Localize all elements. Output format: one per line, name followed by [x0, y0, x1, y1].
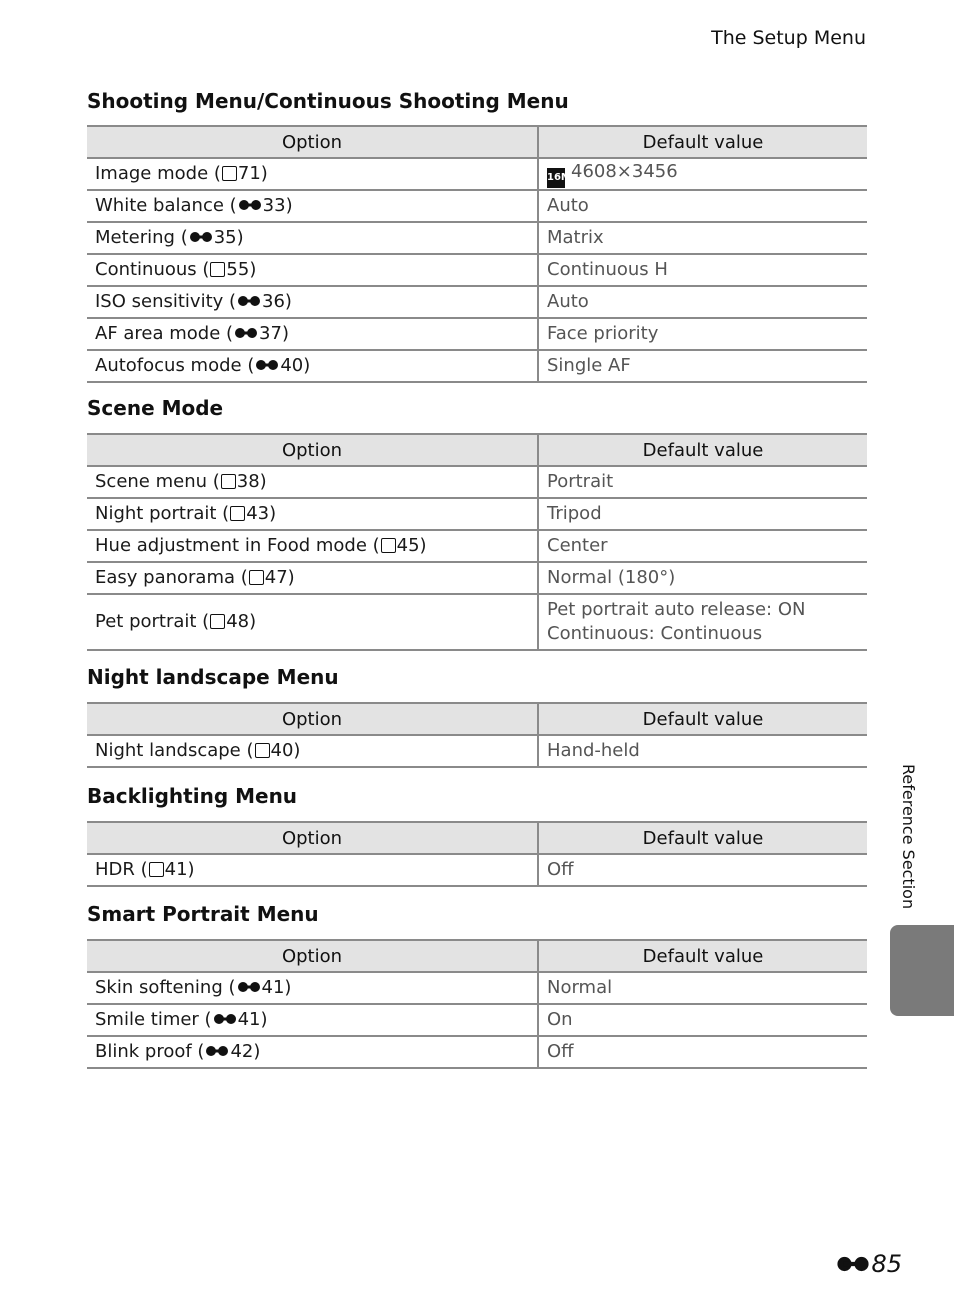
default-value: Continuous H: [547, 259, 668, 280]
section-shooting-menu: [87, 86, 867, 383]
ref-page: 42): [230, 1041, 261, 1062]
option-label: Scene menu (: [95, 471, 220, 492]
option-label: Blink proof (: [95, 1041, 205, 1062]
default-value: Off: [547, 859, 574, 880]
section-title: Night landscape Menu: [87, 665, 339, 689]
default-value: Auto: [547, 195, 589, 216]
e-reference-icon: [836, 1254, 870, 1274]
ref-page: 48): [226, 611, 257, 632]
option-label: Autofocus mode (: [95, 355, 255, 376]
ref-page: 47): [264, 567, 295, 588]
section-scene-mode: [87, 393, 867, 651]
option-label: HDR (: [95, 859, 148, 880]
table-row: [87, 562, 867, 594]
column-header-default: Default value: [538, 703, 867, 735]
options-table: [87, 821, 867, 887]
option-label: Skin softening (: [95, 977, 236, 998]
e-reference-icon: [205, 1044, 229, 1058]
column-header-option: Option: [87, 703, 538, 735]
ref-page: 35): [213, 227, 244, 248]
reference-book-icon: [249, 570, 264, 585]
option-label: Image mode (: [95, 163, 221, 184]
table-row: [87, 972, 867, 1004]
section-title: Smart Portrait Menu: [87, 902, 319, 926]
section-night-landscape-menu: [87, 662, 867, 768]
image-mode-16m-icon: 16M: [547, 168, 565, 188]
default-value: Portrait: [547, 471, 614, 492]
default-value: Hand-held: [547, 740, 640, 761]
column-header-default: Default value: [538, 940, 867, 972]
column-header-option: Option: [87, 434, 538, 466]
table-row: [87, 735, 867, 767]
option-label: Hue adjustment in Food mode (: [95, 535, 380, 556]
section-title: Shooting Menu/Continuous Shooting Menu: [87, 89, 569, 113]
e-reference-icon: [255, 358, 279, 372]
table-row: [87, 158, 867, 190]
reference-book-icon: [210, 262, 225, 277]
default-value-line2: Continuous: Continuous: [547, 623, 763, 644]
table-row: [87, 1036, 867, 1068]
ref-page: 43): [246, 503, 277, 524]
default-value: Single AF: [547, 355, 631, 376]
options-table: [87, 702, 867, 768]
running-head: The Setup Menu: [711, 27, 866, 49]
reference-book-icon: [221, 474, 236, 489]
options-table: [87, 939, 867, 1069]
e-reference-icon: [234, 326, 258, 340]
section-backlighting-menu: [87, 781, 867, 887]
default-value: Pet portrait auto release: ON: [547, 599, 806, 620]
ref-page: 41): [261, 977, 292, 998]
ref-page: 41): [164, 859, 195, 880]
section-title: Scene Mode: [87, 396, 224, 420]
page-number-value: 85: [871, 1250, 902, 1278]
option-label: Night landscape (: [95, 740, 254, 761]
ref-page: 45): [396, 535, 427, 556]
side-section-tab: [890, 925, 954, 1016]
ref-page: 37): [259, 323, 289, 344]
option-label: Pet portrait (: [95, 611, 210, 632]
reference-book-icon: [230, 506, 245, 521]
ref-page: 55): [226, 259, 257, 280]
default-value: Matrix: [547, 227, 604, 248]
option-label: White balance (: [95, 195, 237, 216]
table-row: [87, 318, 867, 350]
column-header-option: Option: [87, 940, 538, 972]
option-label: Easy panorama (: [95, 567, 248, 588]
reference-book-icon: [255, 743, 270, 758]
option-label: Metering (: [95, 227, 188, 248]
e-reference-icon: [237, 294, 261, 308]
column-header-default: Default value: [538, 434, 867, 466]
side-section-label: Reference Section: [899, 764, 918, 910]
e-reference-icon: [238, 198, 262, 212]
default-value: 4608×3456: [571, 161, 678, 182]
ref-page: 36): [262, 291, 292, 312]
reference-book-icon: [381, 538, 396, 553]
column-header-option: Option: [87, 126, 538, 158]
ref-page: 40): [270, 740, 301, 761]
default-value: Auto: [547, 291, 589, 312]
default-value: Normal (180°): [547, 567, 676, 588]
ref-page: 38): [236, 471, 267, 492]
table-row: [87, 594, 867, 650]
default-value: On: [547, 1009, 573, 1030]
section-smart-portrait-menu: [87, 899, 867, 1069]
option-label: Continuous (: [95, 259, 210, 280]
section-title: Backlighting Menu: [87, 784, 298, 808]
page-number: [835, 1250, 902, 1278]
options-table: [87, 125, 867, 383]
option-label: ISO sensitivity (: [95, 291, 237, 312]
table-row: [87, 286, 867, 318]
table-row: [87, 854, 867, 886]
table-row: [87, 498, 867, 530]
ref-page: 33): [262, 195, 293, 216]
table-row: [87, 222, 867, 254]
ref-page: 41): [237, 1009, 268, 1030]
ref-page: 71): [237, 163, 268, 184]
column-header-default: Default value: [538, 126, 867, 158]
options-table: [87, 433, 867, 651]
e-reference-icon: [189, 230, 213, 244]
reference-book-icon: [149, 862, 164, 877]
table-row: [87, 1004, 867, 1036]
default-value: Face priority: [547, 323, 659, 344]
option-label: Night portrait (: [95, 503, 230, 524]
table-row: [87, 190, 867, 222]
ref-page: 40): [280, 355, 311, 376]
reference-book-icon: [222, 166, 237, 181]
default-value: Center: [547, 535, 608, 556]
default-value: Off: [547, 1041, 574, 1062]
option-label: AF area mode (: [95, 323, 234, 344]
column-header-default: Default value: [538, 822, 867, 854]
table-row: [87, 530, 867, 562]
table-row: [87, 466, 867, 498]
e-reference-icon: [237, 980, 261, 994]
default-value: Tripod: [547, 503, 602, 524]
reference-book-icon: [210, 614, 225, 629]
e-reference-icon: [213, 1012, 237, 1026]
table-row: [87, 350, 867, 382]
option-label: Smile timer (: [95, 1009, 212, 1030]
column-header-option: Option: [87, 822, 538, 854]
default-value: Normal: [547, 977, 613, 998]
table-row: [87, 254, 867, 286]
